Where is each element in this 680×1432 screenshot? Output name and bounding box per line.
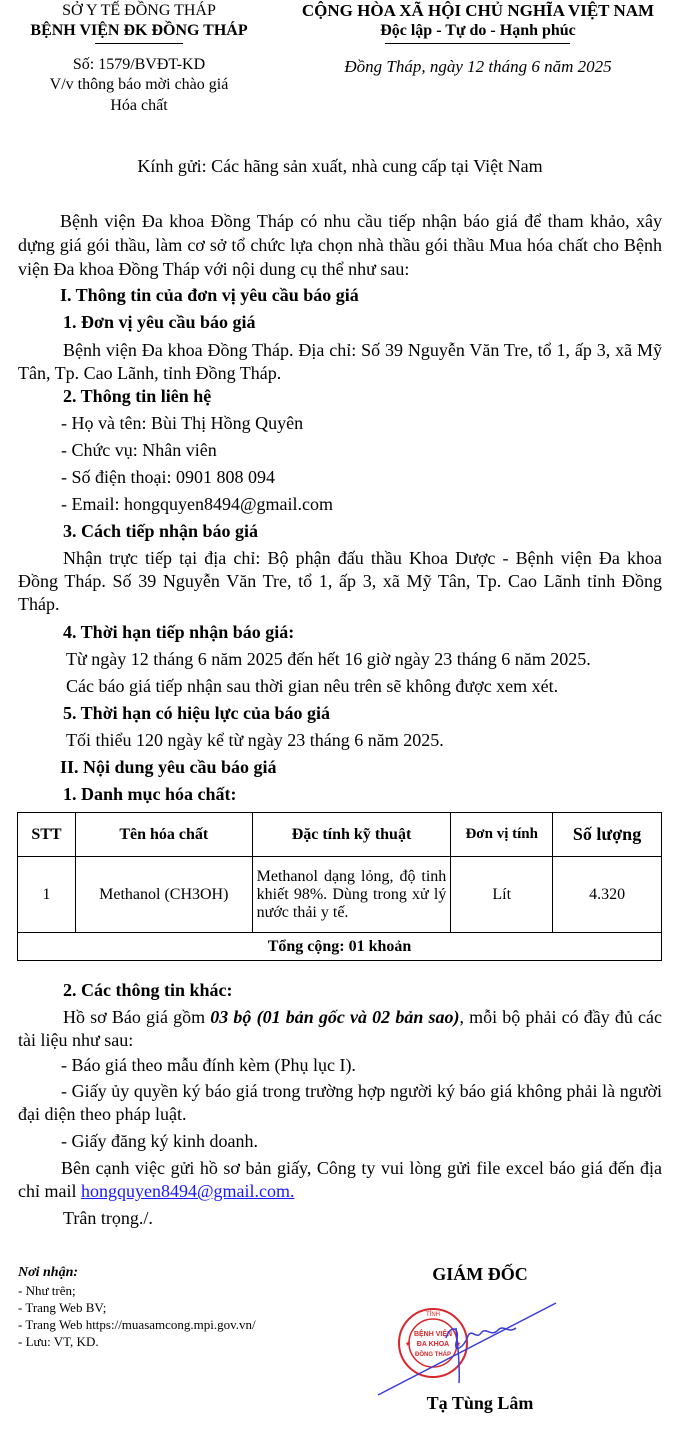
director-title: GIÁM ĐỐC: [432, 1264, 528, 1284]
stamp-line-1: BỆNH VIỆN: [413, 1331, 453, 1338]
document-date: Đồng Tháp, ngày 12 tháng 6 năm 2025: [344, 57, 612, 76]
intro-paragraph: [18, 209, 662, 281]
hospital-name: BỆNH VIỆN ĐK ĐỒNG THÁP: [30, 22, 248, 39]
contact-email: - Email: hongquyen8494@gmail.com: [61, 494, 334, 514]
unit-address: Bệnh viện Đa khoa Đồng Tháp. Địa chỉ: Số 39 Nguyễn Văn Tre, tổ 1, ấp 3, xã Mỹ Tân, Tp. Cao Lãnh, tỉnh Đồng Tháp.: [18, 340, 662, 383]
document-number: Số: 1579/BVĐT-KD: [72, 56, 206, 73]
cell-quantity: 4.320: [553, 857, 662, 933]
addressee: Kính gửi: Các hãng sản xuất, nhà cung cấp tại Việt Nam: [137, 156, 543, 176]
stamp-star-right: ★: [454, 1340, 462, 1348]
section-1-title: I. Thông tin của đơn vị yêu cầu báo giá: [60, 285, 359, 305]
receiving-method: Nhận trực tiếp tại địa chỉ: Bộ phận đấu thầu Khoa Dược - Bệnh viện Đa khoa Đồng Tháp. Số 39 Nguyễn Văn Tre, tổ 1, ấp 3, xã Mỹ Tân, Tp. Cao Lãnh tỉnh Đồng Tháp.: [18, 548, 662, 614]
chemical-list-title: 1. Danh mục hóa chất:: [63, 784, 237, 804]
dossier-text-pre: Hồ sơ Báo giá gồm: [63, 1007, 211, 1027]
email-link[interactable]: hongquyen8494@gmail.com.: [80, 1181, 295, 1201]
recipient-item: - Trang Web BV;: [18, 1300, 107, 1315]
national-motto: Độc lập - Tự do - Hạnh phúc: [380, 22, 576, 39]
dossier-sets: 03 bộ (01 bản gốc và 02 bản sao): [210, 1007, 460, 1027]
director-signature: [376, 1298, 566, 1398]
subsection-4-title: 4. Thời hạn tiếp nhận báo giá:: [63, 622, 295, 642]
stamp-line-2: ĐA KHOA: [416, 1341, 450, 1348]
subject-line-1: V/v thông báo mời chào giá: [49, 76, 229, 93]
hospital-underline: [95, 43, 183, 44]
stamp-top-text: TỈNH: [426, 1312, 440, 1318]
subsection-3-text: [18, 547, 662, 616]
dossier-text-post: , mỗi bộ phải có đầy đủ các tài liệu như sau:: [18, 1007, 662, 1050]
dossier-item-2: [18, 1080, 662, 1126]
subsection-5-title: 5. Thời hạn có hiệu lực của báo giá: [63, 703, 330, 723]
dossier-item-3: - Giấy đăng ký kinh doanh.: [61, 1131, 258, 1151]
subsection-3-title: 3. Cách tiếp nhận báo giá: [63, 521, 259, 541]
table-total-row: [18, 933, 662, 961]
other-info-title: 2. Các thông tin khác:: [63, 980, 233, 1000]
motto-underline: [385, 43, 570, 44]
country-name: CỘNG HÒA XÃ HỘI CHỦ NGHĨA VIỆT NAM: [301, 1, 655, 20]
header-quantity: Số lượng: [553, 813, 662, 857]
recipient-item: - Như trên;: [18, 1283, 76, 1298]
contact-role: - Chức vụ: Nhân viên: [61, 440, 217, 460]
deadline-line-2: Các báo giá tiếp nhận sau thời gian nêu trên sẽ không được xem xét.: [66, 676, 559, 696]
excel-paragraph: [18, 1157, 662, 1203]
recipient-item: - Lưu: VT, KD.: [18, 1334, 99, 1349]
subject-line-2: Hóa chất: [110, 97, 168, 114]
cell-unit: Lít: [451, 857, 553, 933]
subsection-1-title: 1. Đơn vị yêu cầu báo giá: [63, 312, 256, 332]
signature-line: [378, 1303, 556, 1395]
intro-text: Bệnh viện Đa khoa Đồng Tháp có nhu cầu tiếp nhận báo giá để tham khảo, xây dựng giá gói thầu, làm cơ sở tổ chức lựa chọn nhà thầu gói thầu Mua hóa chất cho Bệnh viện Đa khoa Đồng Tháp với nội dung cụ thể như sau:: [18, 211, 662, 279]
subsection-1-text: [18, 339, 662, 385]
table-header-row: [18, 813, 662, 857]
excel-text: Bên cạnh việc gửi hồ sơ bản giấy, Công ty vui lòng gửi file excel báo giá đến địa chỉ mail: [18, 1158, 662, 1201]
cell-name: Methanol (CH3OH): [75, 857, 252, 933]
cell-stt: 1: [18, 857, 76, 933]
total-cell: Tổng cộng: 01 khoản: [18, 933, 662, 961]
other-info-paragraph: [18, 1006, 662, 1052]
stamp-star-left: ★: [404, 1340, 412, 1348]
recipient-item: - Trang Web https://muasamcong.mpi.gov.vn/: [18, 1317, 256, 1332]
header-stt: STT: [18, 813, 76, 857]
validity-text: Tối thiểu 120 ngày kể từ ngày 23 tháng 6 năm 2025.: [66, 730, 444, 750]
authorization-text: - Giấy ủy quyền ký báo giá trong trường hợp người ký báo giá không phải là người đại diện theo pháp luật.: [18, 1081, 662, 1124]
chemical-table: [17, 812, 662, 961]
contact-name: - Họ và tên: Bùi Thị Hồng Quyên: [61, 413, 304, 433]
deadline-line-1: Từ ngày 12 tháng 6 năm 2025 đến hết 16 giờ ngày 23 tháng 6 năm 2025.: [66, 649, 591, 669]
stamp-line-3: ĐỒNG THÁP: [415, 1352, 451, 1358]
contact-phone: - Số điện thoại: 0901 808 094: [61, 467, 275, 487]
dossier-item-1: - Báo giá theo mẫu đính kèm (Phụ lục I).: [61, 1055, 356, 1075]
subsection-2-title: 2. Thông tin liên hệ: [63, 386, 212, 406]
section-2-title: II. Nội dung yêu cầu báo giá: [60, 757, 277, 777]
director-name: Tạ Tùng Lâm: [426, 1393, 534, 1413]
closing: Trân trọng./.: [63, 1208, 153, 1228]
ministry-name: SỞ Y TẾ ĐỒNG THÁP: [62, 2, 216, 19]
recipients-title: Nơi nhận:: [18, 1265, 79, 1280]
cell-spec: Methanol dạng lỏng, độ tinh khiết 98%. Dùng trong xử lý nước thải y tế.: [252, 857, 451, 933]
table-row: [18, 857, 662, 933]
header-spec: Đặc tính kỹ thuật: [252, 813, 451, 857]
header-unit: Đơn vị tính: [451, 813, 553, 857]
header-name: Tên hóa chất: [75, 813, 252, 857]
